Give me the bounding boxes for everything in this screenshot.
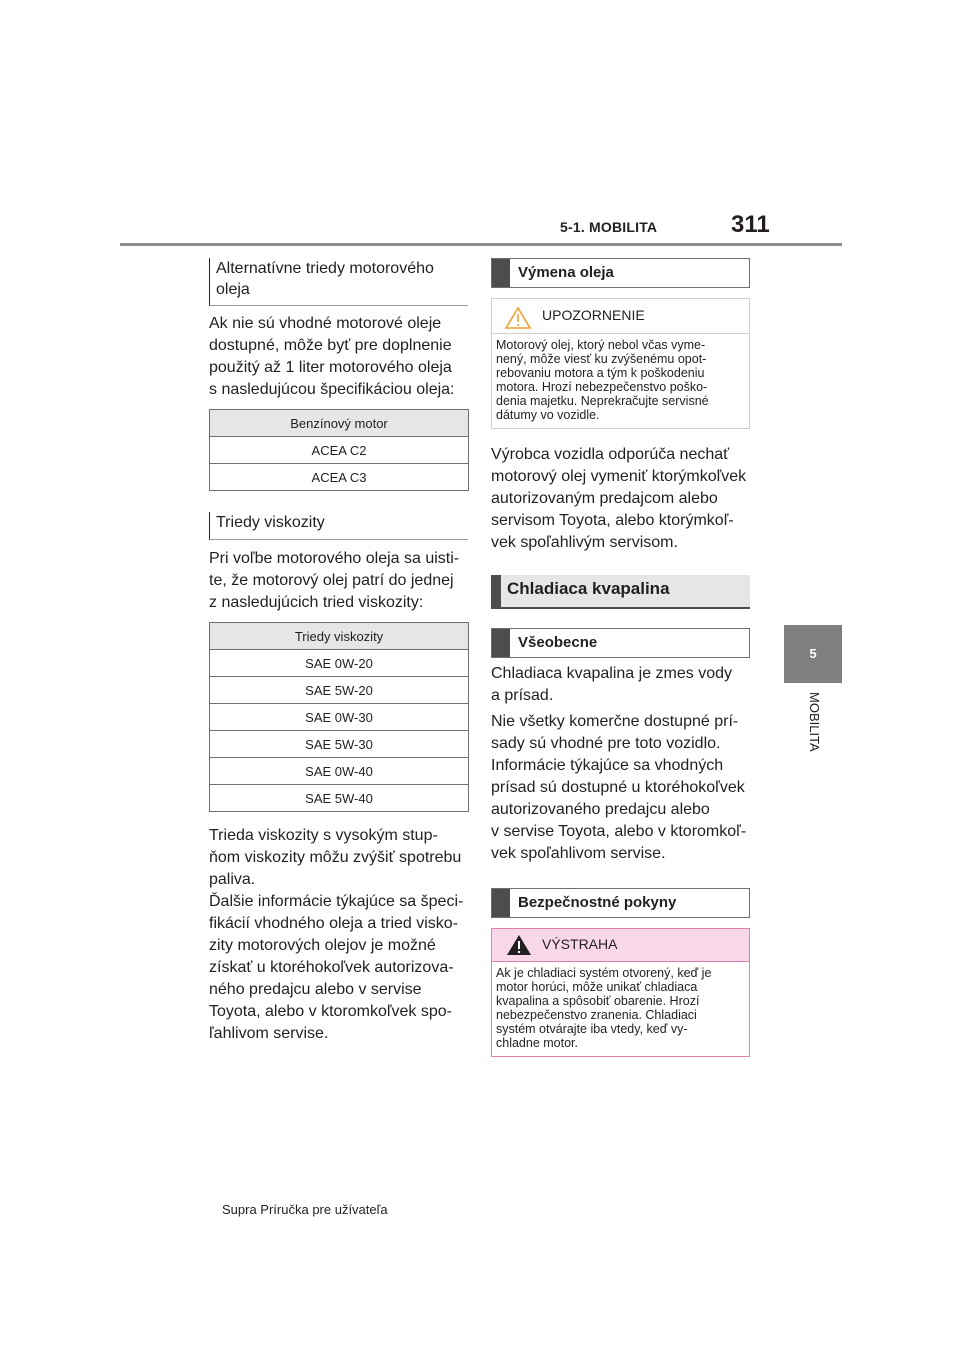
text-line: Chladiaca kvapalina je zmes vody — [491, 665, 733, 682]
text-line: vek spoľahlivým servisom. — [491, 534, 678, 551]
text-line: Toyota, alebo v ktoromkoľvek spo- — [209, 1003, 452, 1020]
table-cell: SAE 0W-30 — [210, 704, 469, 731]
caution-header — [492, 299, 749, 334]
text-line: te, že motorový olej patrí do jednej — [209, 572, 454, 589]
subheading-alternative-oils: Alternatívne triedy motorového oleja — [209, 258, 468, 306]
footer-text: Supra Príručka pre užívateľa — [222, 1202, 388, 1217]
table-cell: ACEA C2 — [210, 437, 469, 464]
heading-bar — [492, 259, 510, 287]
text-line: nebezpečenstvo zranenia. Chladiaci — [496, 1008, 697, 1022]
text-line: sady sú vhodné pre toto vozidlo. — [491, 735, 721, 752]
table-cell: ACEA C3 — [210, 464, 469, 491]
header-rule — [120, 243, 842, 246]
text-line: prísad sú dostupné u ktoréhokoľvek — [491, 779, 745, 796]
warning-triangle-icon — [506, 934, 532, 956]
viscosity-table — [209, 622, 469, 812]
warning-header — [492, 929, 749, 962]
text-line: paliva. — [209, 871, 256, 888]
caution-box — [491, 298, 750, 429]
text-line: Motorový olej, ktorý nebol včas vyme- — [496, 338, 706, 352]
warning-box — [491, 928, 750, 1057]
paragraph-viscosity-note — [209, 825, 471, 891]
text-line: motor horúci, môže unikať chladiaca — [496, 980, 698, 994]
text-line: z nasledujúcich tried viskozity: — [209, 594, 424, 611]
paragraph-alternative-oils — [209, 313, 471, 401]
heading-coolant — [491, 575, 750, 609]
subheading-viscosity: Triedy viskozity — [209, 512, 468, 540]
table-header: Benzínový motor — [210, 410, 469, 437]
text-line: Informácie týkajúce sa vhodných — [491, 757, 724, 774]
text-line: s nasledujúcou špecifikáciou oleja: — [209, 381, 455, 398]
heading-oil-change — [491, 258, 750, 288]
heading-safety — [491, 888, 750, 918]
text-line: denia majetku. Neprekračujte servisné — [496, 394, 709, 408]
paragraph-viscosity — [209, 548, 471, 614]
warning-title: VÝSTRAHA — [542, 936, 618, 952]
chapter-tab: 5 — [784, 625, 842, 683]
text-line: Nie všetky komerčne dostupné prí- — [491, 713, 739, 730]
text-line: ňom viskozity môžu zvýšiť spotrebu — [209, 849, 462, 866]
text-line: ľahlivom servise. — [209, 1025, 329, 1042]
caution-text — [492, 334, 749, 428]
text-line: motora. Hrozí nebezpečenstvo poško- — [496, 380, 708, 394]
section-title: 5-1. MOBILITA — [560, 219, 658, 235]
text-line: chladne motor. — [496, 1036, 578, 1050]
table-cell: SAE 5W-20 — [210, 677, 469, 704]
text-line: motorový olej vymeniť ktorýmkoľvek — [491, 468, 747, 485]
caution-triangle-icon — [504, 306, 532, 330]
text-line: autorizovaného predajcu alebo — [491, 801, 710, 818]
paragraph-coolant-mix — [491, 663, 753, 707]
text-line: autorizovaným predajcom alebo — [491, 490, 718, 507]
text-line: zity motorových olejov je možné — [209, 937, 436, 954]
text-line: Trieda viskozity s vysokým stup- — [209, 827, 438, 844]
text-line: a prísad. — [491, 687, 554, 704]
table-header: Triedy viskozity — [210, 623, 469, 650]
text-line: ného predajcu alebo v servise — [209, 981, 422, 998]
text-line: Ak nie sú vhodné motorové oleje — [209, 315, 442, 332]
table-cell: SAE 0W-40 — [210, 758, 469, 785]
text-line: dostupné, môže byť pre doplnenie — [209, 337, 452, 354]
text-line: systém otvárajte iba vtedy, keď vy- — [496, 1022, 688, 1036]
text-line: Ďalšie informácie týkajúce sa špeci- — [209, 893, 464, 910]
chapter-tab-text: MOBILITA — [807, 692, 822, 752]
chapter-tab-label — [804, 692, 824, 782]
heading-text: Chladiaca kvapalina — [507, 579, 670, 598]
text-line: v servise Toyota, alebo v ktoromkoľ- — [491, 823, 747, 840]
heading-general — [491, 628, 750, 658]
text-line: použitý až 1 liter motorového oleja — [209, 359, 452, 376]
text-line: nený, môže viesť ku zvýšenému opot- — [496, 352, 707, 366]
heading-bar — [492, 629, 510, 657]
gasoline-engine-table — [209, 409, 469, 491]
text-line: vek spoľahlivom servise. — [491, 845, 666, 862]
table-cell: SAE 0W-20 — [210, 650, 469, 677]
caution-title: UPOZORNENIE — [542, 307, 645, 323]
heading-text: Všeobecne — [518, 634, 598, 651]
heading-text: Bezpečnostné pokyny — [518, 894, 677, 911]
heading-text: Výmena oleja — [518, 264, 614, 281]
heading-bar — [491, 575, 501, 607]
text-line: Pri voľbe motorového oleja sa uisti- — [209, 550, 460, 567]
paragraph-additives — [491, 711, 753, 865]
table-cell: SAE 5W-40 — [210, 785, 469, 812]
text-line: Výrobca vozidla odporúča nechať — [491, 446, 730, 463]
table-cell: SAE 5W-30 — [210, 731, 469, 758]
text-line: dátumy vo vozidle. — [496, 408, 600, 422]
text-line: rebovaniu motora a tým k poškodeniu — [496, 366, 705, 380]
text-line: získať u ktoréhokoľvek autorizova- — [209, 959, 454, 976]
heading-bar — [492, 889, 510, 917]
page-number: 311 — [731, 211, 770, 238]
text-line: Ak je chladiaci systém otvorený, keď je — [496, 966, 712, 980]
paragraph-oil-change — [491, 444, 753, 554]
text-line: kvapalina a spôsobiť obarenie. Hrozí — [496, 994, 700, 1008]
warning-text — [492, 962, 749, 1056]
paragraph-more-info — [209, 891, 471, 1045]
text-line: servisom Toyota, alebo ktorýmkoľ- — [491, 512, 734, 529]
text-line: fikácií vhodného oleja a tried visko- — [209, 915, 459, 932]
